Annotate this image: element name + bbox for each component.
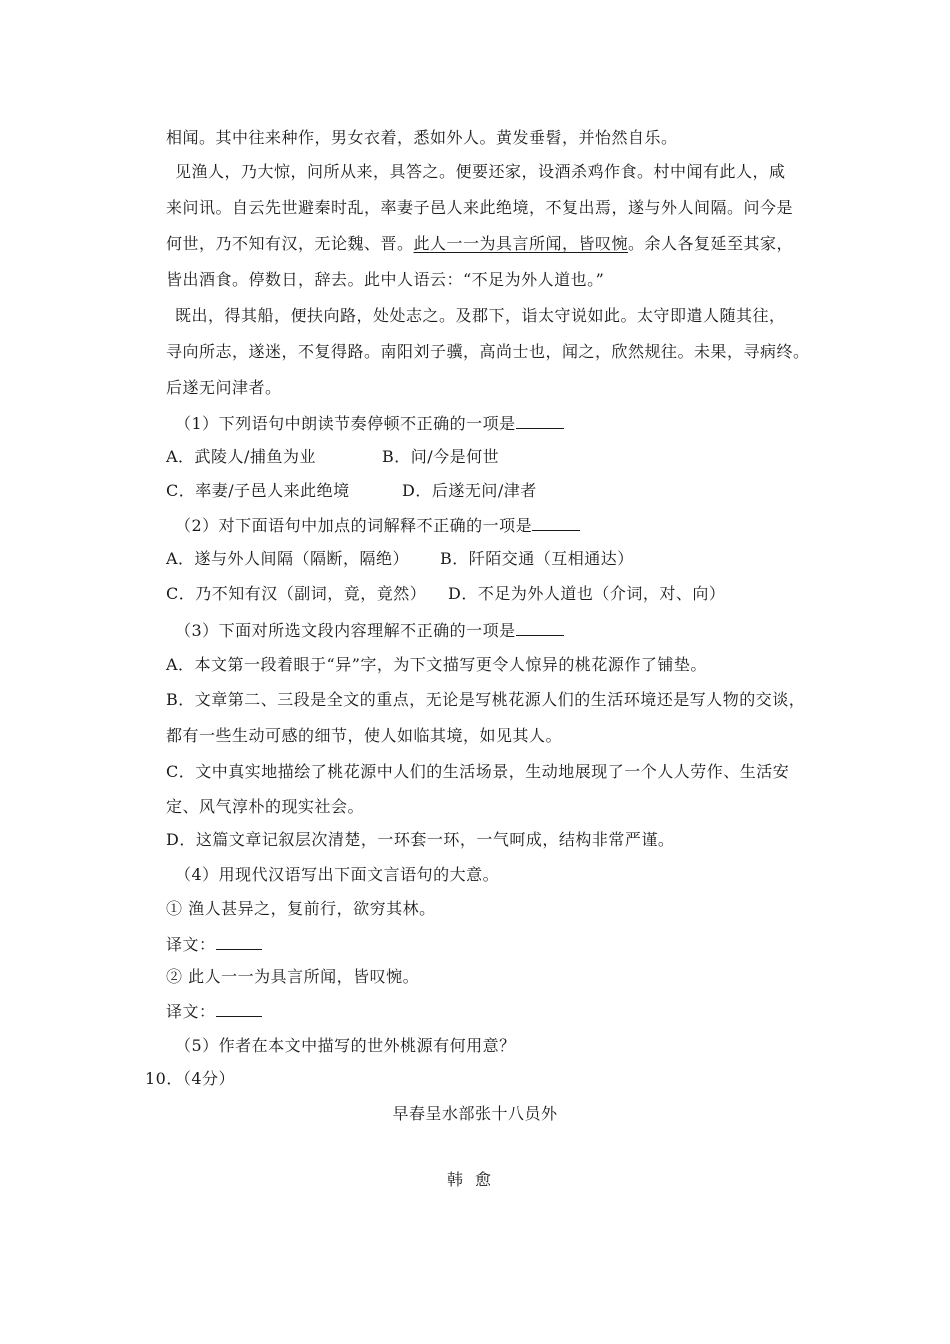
q1-stem <box>175 413 564 434</box>
passage-line-4 <box>166 234 793 254</box>
passage-line-3: 来问讯。自云先世避秦时乱，率妻子邑人来此绝境，不复出焉，遂与外人间隔。问今是 <box>166 198 794 217</box>
q1-answer-blank[interactable] <box>516 413 564 429</box>
q2-stem <box>175 515 580 536</box>
q4-translation-2-label: 译文： <box>166 1002 216 1021</box>
q1-option-c[interactable]: C．率妻/子邑人来此绝境 <box>166 481 350 500</box>
passage-line-6: 既出，得其船，便扶向路，处处志之。及郡下，诣太守说如此。太守即遣人随其往， <box>175 306 786 325</box>
passage-line-4-pre: 何世，乃不知有汉，无论魏、晋。 <box>166 234 414 253</box>
q2-option-c[interactable]: C．乃不知有汉（副词，竟，竟然） <box>166 584 427 603</box>
q3-answer-blank[interactable] <box>516 620 564 636</box>
poem-author: 韩愈 <box>446 1170 503 1189</box>
q3-option-c-line-1[interactable]: C．文中真实地描绘了桃花源中人们的生活场景，生动地展现了一个人人劳作、生活安 <box>166 762 790 781</box>
q4-item-2: ② 此人一一为具言所闻，皆叹惋。 <box>166 967 420 986</box>
q1-option-d[interactable]: D．后遂无问/津者 <box>402 481 537 500</box>
q2-options-row-2 <box>166 584 725 604</box>
poem-title: 早春呈水部张十八员外 <box>392 1104 558 1123</box>
q1-options-row-1 <box>166 447 499 467</box>
q3-option-b-line-1[interactable]: B．文章第二、三段是全文的重点，无论是写桃花源人们的生活环境还是写人物的交谈， <box>166 690 806 709</box>
q3-stem <box>175 620 564 641</box>
q4-translation-2-blank[interactable] <box>216 1001 262 1017</box>
q1-stem-text: （1）下列语句中朗读节奏停顿不正确的一项是 <box>175 414 516 433</box>
passage-line-4-post: 。余人各复延至其家， <box>628 234 794 253</box>
q2-stem-text: （2）对下面语句中加点的词解释不正确的一项是 <box>175 516 533 535</box>
q2-option-a[interactable]: A．遂与外人间隔（隔断，隔绝） <box>166 549 410 568</box>
q1-options-row-2 <box>166 481 537 501</box>
q3-option-b-line-2: 都有一些生动可感的细节，使人如临其境，如见其人。 <box>166 726 563 745</box>
q3-option-a[interactable]: A．本文第一段着眼于“异”字，为下文描写更令人惊异的桃花源作了铺垫。 <box>166 655 707 674</box>
q3-stem-text: （3）下面对所选文段内容理解不正确的一项是 <box>175 621 516 640</box>
q4-stem: （4）用现代汉语写出下面文言语句的大意。 <box>175 865 500 884</box>
q4-translation-1 <box>166 934 262 955</box>
q1-option-a[interactable]: A．武陵人/捕鱼为业 <box>166 447 316 466</box>
passage-line-2: 见渔人，乃大惊，问所从来，具答之。便要还家，设酒杀鸡作食。村中闻有此人，咸 <box>175 162 786 181</box>
q4-translation-2 <box>166 1001 262 1022</box>
q5-stem: （5）作者在本文中描写的世外桃源有何用意？ <box>175 1036 516 1055</box>
q3-option-c-line-2: 定、风气淳朴的现实社会。 <box>166 797 365 816</box>
passage-line-5: 皆出酒食。停数日，辞去。此中人语云：“不足为外人道也。” <box>166 270 605 289</box>
q4-translation-1-label: 译文： <box>166 935 216 954</box>
passage-line-1: 相闻。其中往来种作，男女衣着，悉如外人。黄发垂髫，并怡然自乐。 <box>166 128 678 147</box>
passage-line-8: 后遂无问津者。 <box>166 378 282 397</box>
q3-option-d[interactable]: D．这篇文章记叙层次清楚，一环套一环，一气呵成，结构非常严谨。 <box>166 830 675 849</box>
q4-translation-1-blank[interactable] <box>216 934 262 950</box>
q1-option-b[interactable]: B．问/今是何世 <box>382 447 500 466</box>
q2-option-b[interactable]: B．阡陌交通（互相通达） <box>440 549 634 568</box>
q2-answer-blank[interactable] <box>532 515 580 531</box>
q2-options-row-1 <box>166 549 634 569</box>
q4-item-1: ① 渔人甚异之，复前行，欲穷其林。 <box>166 899 436 918</box>
passage-line-7: 寻向所志，遂迷，不复得路。南阳刘子骥，高尚士也，闻之，欣然规往。未果，寻病终。 <box>166 342 810 361</box>
passage-underlined-sentence: 此人一一为具言所闻，皆叹惋 <box>413 234 629 253</box>
q2-option-d[interactable]: D．不足为外人道也（介词，对、向） <box>448 584 726 603</box>
q10-number: 10．（4分） <box>145 1069 236 1088</box>
